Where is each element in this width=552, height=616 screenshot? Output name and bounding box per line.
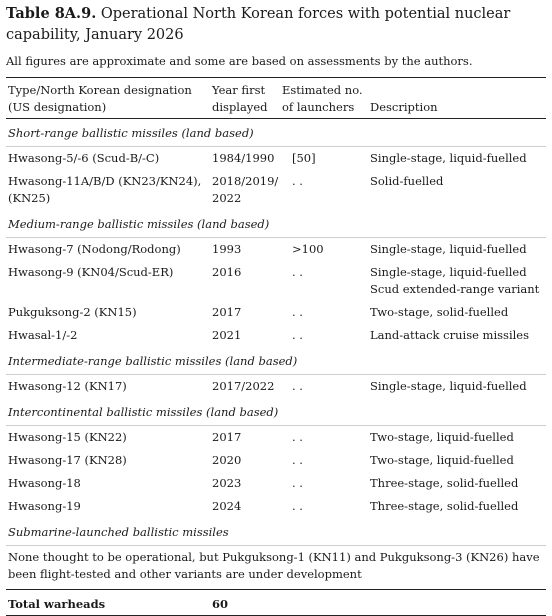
cell-launchers: [50] xyxy=(292,151,316,165)
section-heading: Short-range ballistic missiles (land based) xyxy=(6,119,546,147)
cell-year: 1984/1990 xyxy=(212,151,275,165)
cell-year: 2017/2022 xyxy=(212,379,275,393)
table-row xyxy=(6,324,546,347)
section-heading-mrbm xyxy=(6,210,546,238)
cell-year: 2016 xyxy=(212,265,242,279)
cell-description: Two-stage, liquid-fuelled xyxy=(370,430,514,444)
section-heading-srbm xyxy=(6,119,546,147)
cell-type: Hwasong-7 (Nodong/Rodong) xyxy=(8,242,181,256)
table-row xyxy=(6,170,546,210)
cell-description: Land-attack cruise missiles xyxy=(370,328,530,342)
cell-type: Hwasal-1/-2 xyxy=(8,328,78,342)
cell-launchers: . . xyxy=(292,328,303,342)
col-header-launchers: Estimated no. of launchers xyxy=(282,83,363,114)
cell-type: Hwasong-18 xyxy=(8,476,81,490)
cell-year: 1993 xyxy=(212,242,242,256)
table-row xyxy=(6,301,546,324)
total-row xyxy=(6,590,546,616)
cell-launchers: . . xyxy=(292,453,303,467)
cell-type: Hwasong-17 (KN28) xyxy=(8,453,127,467)
cell-year: 2017 xyxy=(212,305,242,319)
cell-launchers: . . xyxy=(292,174,303,188)
header-row xyxy=(6,78,546,119)
cell-launchers: >100 xyxy=(292,242,324,256)
cell-description: Three-stage, solid-fuelled xyxy=(370,476,519,490)
table-row xyxy=(6,238,546,262)
section-heading-icbm xyxy=(6,398,546,426)
col-header-description: Description xyxy=(370,100,438,114)
table-subtitle: All figures are approximate and some are based on assessments by the authors. xyxy=(6,54,473,68)
cell-type: Hwasong-15 (KN22) xyxy=(8,430,127,444)
slbm-note: None thought to be operational, but Pukguksong-1 (KN11) and Pukguksong-3 (KN26) have been flight-tested and other variants are under development xyxy=(8,550,540,581)
cell-type: Hwasong-5/-6 (Scud-B/-C) xyxy=(8,151,160,165)
total-value: 60 xyxy=(212,597,229,611)
section-heading: Medium-range ballistic missiles (land based) xyxy=(6,210,546,238)
cell-description: Single-stage, liquid-fuelled Scud extended-range variant xyxy=(370,265,540,296)
table-row xyxy=(6,261,546,301)
table-title xyxy=(6,3,546,46)
table-row xyxy=(6,472,546,495)
cell-description: Two-stage, liquid-fuelled xyxy=(370,453,514,467)
cell-type: Hwasong-19 xyxy=(8,499,81,513)
cell-description: Solid-fuelled xyxy=(370,174,444,188)
section-heading: Submarine-launched ballistic missiles xyxy=(6,518,546,546)
cell-description: Single-stage, liquid-fuelled xyxy=(370,151,527,165)
cell-year: 2024 xyxy=(212,499,242,513)
table-row xyxy=(6,147,546,171)
table-row xyxy=(6,375,546,399)
cell-launchers: . . xyxy=(292,430,303,444)
section-heading: Intercontinental ballistic missiles (land based) xyxy=(6,398,546,426)
cell-description: Two-stage, solid-fuelled xyxy=(370,305,509,319)
cell-year: 2021 xyxy=(212,328,242,342)
cell-type: Pukguksong-2 (KN15) xyxy=(8,305,137,319)
table-number: Table 8A.9. xyxy=(6,5,97,22)
section-heading: Intermediate-range ballistic missiles (land based) xyxy=(6,347,546,375)
cell-launchers: . . xyxy=(292,499,303,513)
col-header-year: Year first displayed xyxy=(212,83,268,114)
total-label: Total warheads xyxy=(8,597,106,611)
cell-type: Hwasong-11A/B/D (KN23/KN24), (KN25) xyxy=(8,174,202,205)
cell-type: Hwasong-9 (KN04/Scud-ER) xyxy=(8,265,174,279)
cell-description: Single-stage, liquid-fuelled xyxy=(370,379,527,393)
cell-year: 2020 xyxy=(212,453,242,467)
section-heading-irbm xyxy=(6,347,546,375)
cell-year: 2017 xyxy=(212,430,242,444)
table-title-text: Operational North Korean forces with potential nuclear capability, January 2026 xyxy=(6,6,511,43)
cell-type: Hwasong-12 (KN17) xyxy=(8,379,127,393)
cell-year: 2023 xyxy=(212,476,242,490)
slbm-note-row xyxy=(6,546,546,590)
table-row xyxy=(6,449,546,472)
col-header-type: Type/North Korean designation (US designation) xyxy=(8,83,192,114)
cell-launchers: . . xyxy=(292,379,303,393)
table-row xyxy=(6,495,546,518)
cell-launchers: . . xyxy=(292,265,303,279)
cell-launchers: . . xyxy=(292,305,303,319)
document-page xyxy=(0,3,552,611)
cell-description: Three-stage, solid-fuelled xyxy=(370,499,519,513)
cell-description: Single-stage, liquid-fuelled xyxy=(370,242,527,256)
section-heading-slbm xyxy=(6,518,546,546)
cell-launchers: . . xyxy=(292,476,303,490)
table-row xyxy=(6,426,546,450)
cell-year: 2018/2019/ 2022 xyxy=(212,174,279,205)
forces-table xyxy=(6,78,546,615)
